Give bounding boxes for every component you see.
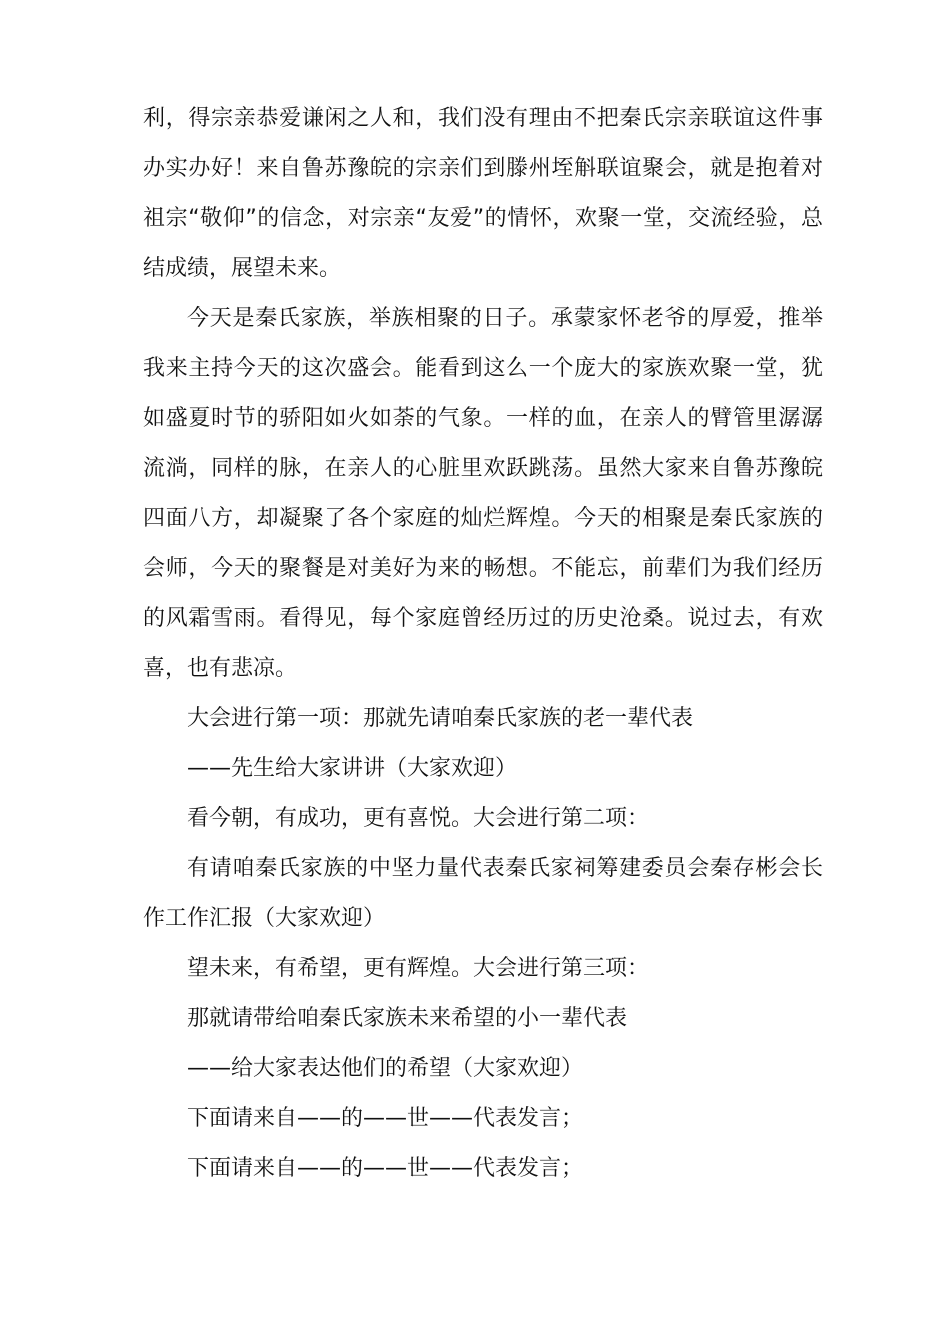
paragraph-4: ——先生给大家讲讲（大家欢迎） [187, 756, 518, 781]
paragraph-2: 今天是秦氏家族，举族相聚的日子。承蒙家怀老爷的厚爱，推举我来主持今天的这次盛会。能看到这么一个庞大的家族欢聚一堂，犹如盛夏时节的骄阳如火如荼的气象。一样的血，在亲人的臂管里潺潺流淌，同样的脉，在亲人的心脏里欢跃跳荡。虽然大家来自鲁苏豫皖四面八方，却凝聚了各个家庭的灿烂辉煌。今天的相聚是秦氏家族的会师，今天的聚餐是对美好为来的畅想。不能忘，前辈们为我们经历的风霜雪雨。看得见，每个家庭曾经历过的历史沧桑。说过去，有欢喜，也有悲凉。 [143, 306, 823, 681]
paragraph-9: ——给大家表达他们的希望（大家欢迎） [187, 1056, 584, 1081]
paragraph-11: 下面请来自——的——世——代表发言； [187, 1156, 584, 1181]
paragraph-6: 有请咱秦氏家族的中坚力量代表秦氏家祠筹建委员会秦存彬会长作工作汇报（大家欢迎） [143, 856, 823, 931]
paragraph-8: 那就请带给咱秦氏家族未来希望的小一辈代表 [187, 1006, 628, 1031]
paragraph-5: 看今朝，有成功，更有喜悦。大会进行第二项： [187, 806, 650, 831]
paragraph-1: 利，得宗亲恭爱谦闲之人和，我们没有理由不把秦氏宗亲联谊这件事办实办好！来自鲁苏豫皖的宗亲们到滕州垤斛联谊聚会，就是抱着对祖宗“敬仰”的信念，对宗亲“友爱”的情怀，欢聚一堂，交流经验，总结成绩，展望未来。 [143, 106, 823, 281]
paragraph-7: 望未来，有希望，更有辉煌。大会进行第三项： [187, 956, 650, 981]
document-body [143, 94, 823, 1194]
paragraph-10: 下面请来自——的——世——代表发言； [187, 1106, 584, 1131]
paragraph-3: 大会进行第一项：那就先请咱秦氏家族的老一辈代表 [187, 706, 694, 731]
